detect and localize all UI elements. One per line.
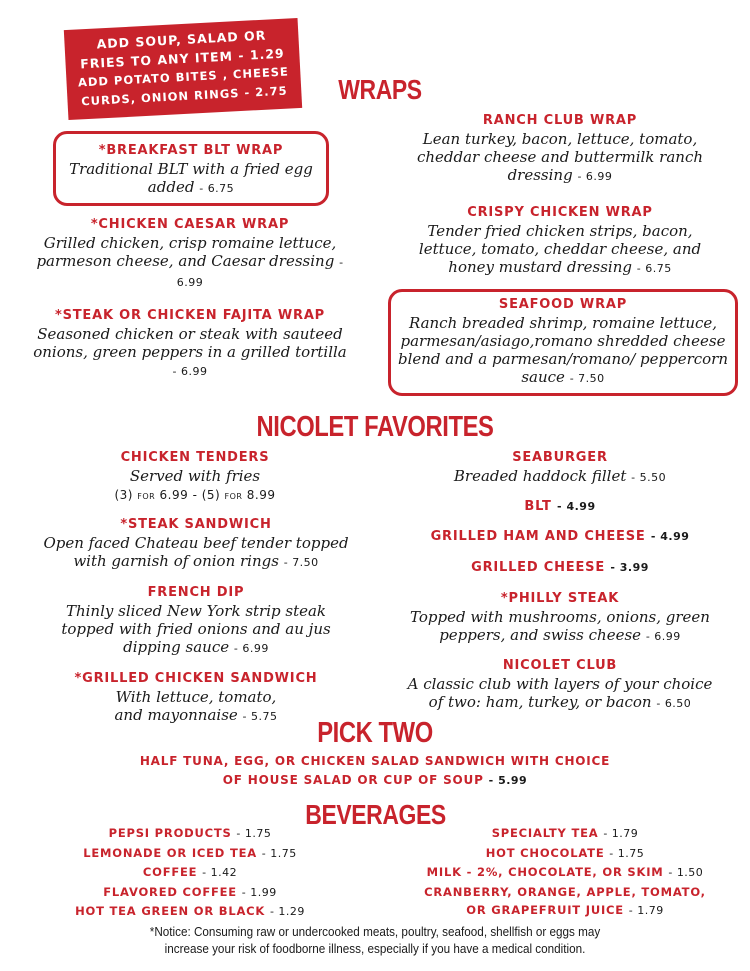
blt: BLT - 4.99 <box>524 499 596 514</box>
beverage-item: HOT CHOCOLATE - 1.75 <box>485 845 645 860</box>
dish-name: CHICKEN TENDERS <box>120 450 270 465</box>
beverage-price: 1.75 <box>617 846 645 860</box>
beverage-item: COFFEE - 1.42 <box>142 865 238 879</box>
french-dip: FRENCH DIP Thinly sliced New York strip steak topped with fried onions and au jus dipping sauce - 6.99 <box>50 584 342 658</box>
beverage-price: 1.42 <box>210 866 238 879</box>
dish-name: RANCH CLUB WRAP <box>482 113 638 128</box>
fajita-wrap: *STEAK OR CHICKEN FAJITA WRAP Seasoned chicken or steak with sauteed onions, green peppers in a grilled tortilla - 6.99 <box>30 307 350 381</box>
dish-price: 6.99 <box>176 276 204 289</box>
breakfast-blt-wrap: *BREAKFAST BLT WRAP Traditional BLT with a fried egg added - 6.75 <box>56 142 326 198</box>
dish-price: 6.99 <box>180 365 208 378</box>
dish-name: *BREAKFAST BLT WRAP <box>98 143 284 158</box>
beverage-item: OR GRAPEFRUIT JUICE - 1.79 <box>466 903 664 917</box>
dish-price: 7.50 <box>292 556 319 569</box>
notice-line-2: increase your risk of foodborne illness, especially if you have a medical condition. <box>164 941 586 956</box>
grilled-cheese: GRILLED CHEESE - 3.99 <box>471 560 649 575</box>
wraps-heading: WRAPS <box>338 74 422 105</box>
beverage-name: LEMONADE OR ICED TEA <box>83 845 257 860</box>
banner-line-2: FRIES TO ANY ITEM - 1.29 <box>79 45 285 71</box>
dish-desc: A classic club with layers of your choice of two: ham, turkey, or bacon <box>407 675 713 711</box>
dish-desc: Lean turkey, bacon, lettuce, tomato, cheddar cheese and buttermilk ranch dressing <box>416 130 704 184</box>
dish-price: 4.99 <box>566 500 596 513</box>
dish-price: (3) for 6.99 - (5) for 8.99 <box>114 488 276 502</box>
steak-sandwich: *STEAK SANDWICH Open faced Chateau beef tender topped with garnish of onion rings - 7.50 <box>38 516 354 572</box>
dish-price: 3.99 <box>619 561 649 574</box>
dish-name: *CHICKEN CAESAR WRAP <box>90 217 290 232</box>
banner-line-3: ADD POTATO BITES , CHEESE <box>77 64 290 90</box>
banner-line-1: ADD SOUP, SALAD OR <box>96 27 267 52</box>
pick-two-line-2: OF HOUSE SALAD OR CUP OF SOUP <box>222 773 484 787</box>
beverage-name: OR GRAPEFRUIT JUICE <box>466 903 624 917</box>
seafood-wrap: SEAFOOD WRAP Ranch breaded shrimp, romaine lettuce, parmesan/asiago,romano shredded cheese blend and a parmesan/romano/ peppercorn sauce - 7.50 <box>397 297 729 386</box>
beverage-price: 1.99 <box>250 885 277 899</box>
dish-desc: Traditional BLT with a fried egg added <box>69 160 313 196</box>
dish-desc: Ranch breaded shrimp, romaine lettuce, parmesan/asiago,romano shredded cheese blend and a parmesan/romano/ peppercorn sauce <box>397 314 729 386</box>
dish-desc: Thinly sliced New York strip steak topped with fried onions and au jus dipping sauce <box>61 602 331 656</box>
banner-line-4: CURDS, ONION RINGS - 2.75 <box>80 83 288 108</box>
dish-price: 6.99 <box>654 630 681 643</box>
food-safety-notice <box>101 923 650 957</box>
dish-desc: Topped with mushrooms, onions, green peppers, and swiss cheese <box>410 608 710 644</box>
beverage-item <box>405 883 725 902</box>
beverage-item: LEMONADE OR ICED TEA - 1.75 <box>83 845 297 860</box>
seaburger: SEABURGER Breaded haddock fillet - 5.50 <box>410 449 710 487</box>
dish-price: 5.50 <box>639 471 667 484</box>
favorites-heading: NICOLET FAVORITES <box>256 411 494 443</box>
dish-price: 6.99 <box>585 170 613 183</box>
dish-name: GRILLED CHEESE <box>471 560 606 575</box>
grilled-ham-and-cheese: GRILLED HAM AND CHEESE - 4.99 <box>430 529 690 544</box>
beverage-name: COFFEE <box>142 865 198 879</box>
dish-desc: Seasoned chicken or steak with sauteed onions, green peppers in a grilled tortilla <box>33 325 347 361</box>
dish-name: GRILLED HAM AND CHEESE <box>430 529 646 544</box>
dish-desc: With lettuce, tomato, and mayonnaise <box>114 688 277 724</box>
beverage-price: 1.75 <box>244 827 272 840</box>
chicken-tenders <box>40 449 350 505</box>
dish-name: *PHILLY STEAK <box>500 591 620 606</box>
dish-price: 7.50 <box>578 372 605 385</box>
pick-two-line-1: HALF TUNA, EGG, OR CHICKEN SALAD SANDWICH WITH CHOICE <box>139 754 611 768</box>
dish-name: *STEAK SANDWICH <box>120 517 272 532</box>
beverage-item: MILK - 2%, CHOCOLATE, OR SKIM - 1.50 <box>426 865 704 879</box>
notice-line-1: *Notice: Consuming raw or undercooked meats, poultry, seafood, shellfish or eggs may <box>149 924 601 939</box>
beverage-name: CRANBERRY, ORANGE, APPLE, TOMATO, <box>424 884 706 899</box>
pick-two-item: HALF TUNA, EGG, OR CHICKEN SALAD SANDWICH WITH CHOICE OF HOUSE SALAD OR CUP OF SOUP - 5.99 <box>100 752 650 790</box>
dish-desc: Grilled chicken, crisp romaine lettuce, parmeson cheese, and Caesar dressing <box>36 234 337 270</box>
ranch-club-wrap: RANCH CLUB WRAP Lean turkey, bacon, lettuce, tomato, cheddar cheese and buttermilk ranch dressing - 6.99 <box>405 112 715 186</box>
beverage-item: PEPSI PRODUCTS - 1.75 <box>108 826 272 840</box>
beverage-price: 1.50 <box>676 866 704 879</box>
dish-desc: Open faced Chateau beef tender topped with garnish of onion rings <box>43 534 349 570</box>
beverage-name: HOT CHOCOLATE <box>485 845 605 860</box>
beverages-heading: BEVERAGES <box>305 799 446 830</box>
philly-steak: *PHILLY STEAK Topped with mushrooms, onions, green peppers, and swiss cheese - 6.99 <box>405 590 715 646</box>
pick-two-heading: PICK TWO <box>317 717 433 749</box>
pick-two-price: 5.99 <box>498 774 528 787</box>
add-on-banner <box>64 18 302 120</box>
dish-price: 6.50 <box>664 697 692 710</box>
beverage-price: 1.29 <box>278 905 305 918</box>
beverage-name: MILK - 2%, CHOCOLATE, OR SKIM <box>426 865 664 879</box>
beverage-item: SPECIALTY TEA - 1.79 <box>491 826 639 840</box>
beverages-right-list <box>405 824 725 921</box>
dish-name: FRENCH DIP <box>147 585 245 600</box>
dish-price: 5.75 <box>251 710 278 723</box>
dish-name: BLT <box>524 499 552 514</box>
grilled-chicken-sandwich: *GRILLED CHICKEN SANDWICH With lettuce, tomato, and mayonnaise - 5.75 <box>46 670 346 726</box>
crispy-chicken-wrap: CRISPY CHICKEN WRAP Tender fried chicken strips, bacon, lettuce, tomato, cheddar cheese, and honey mustard dressing - 6.75 <box>405 204 715 278</box>
dish-name: CRISPY CHICKEN WRAP <box>467 205 653 220</box>
beverage-price: 1.79 <box>611 827 639 840</box>
chicken-caesar-wrap: *CHICKEN CAESAR WRAP Grilled chicken, crisp romaine lettuce, parmeson cheese, and Caesar dressing - 6.99 <box>36 217 344 289</box>
nicolet-club: NICOLET CLUB A classic club with layers of your choice of two: ham, turkey, or bacon - 6.50 <box>405 657 715 713</box>
beverages-left-list <box>40 824 340 922</box>
beverage-item: FLAVORED COFFEE - 1.99 <box>103 884 277 899</box>
beverage-name: SPECIALTY TEA <box>491 826 599 840</box>
dish-name: NICOLET CLUB <box>502 658 618 673</box>
beverage-price: 1.79 <box>637 904 664 917</box>
dish-price: 4.99 <box>660 530 690 543</box>
dish-name: *STEAK OR CHICKEN FAJITA WRAP <box>54 308 326 323</box>
dish-price: 6.75 <box>207 182 235 195</box>
beverage-name: PEPSI PRODUCTS <box>108 826 232 840</box>
dish-price: 6.99 <box>242 642 269 655</box>
beverage-name: HOT TEA GREEN OR BLACK <box>75 904 266 918</box>
dish-name: *GRILLED CHICKEN SANDWICH <box>74 671 318 686</box>
beverage-price: 1.75 <box>270 846 297 860</box>
dish-price: 6.75 <box>645 262 672 275</box>
beverage-name: FLAVORED COFFEE <box>103 884 237 899</box>
dish-desc: Breaded haddock fillet <box>453 467 627 485</box>
beverage-item: HOT TEA GREEN OR BLACK - 1.29 <box>75 904 305 918</box>
dish-name: SEAFOOD WRAP <box>498 297 628 312</box>
dish-name: SEABURGER <box>512 450 608 465</box>
dish-desc: Tender fried chicken strips, bacon, lettuce, tomato, cheddar cheese, and honey mustard dressing <box>418 222 702 276</box>
dish-desc: Served with fries <box>129 467 261 485</box>
